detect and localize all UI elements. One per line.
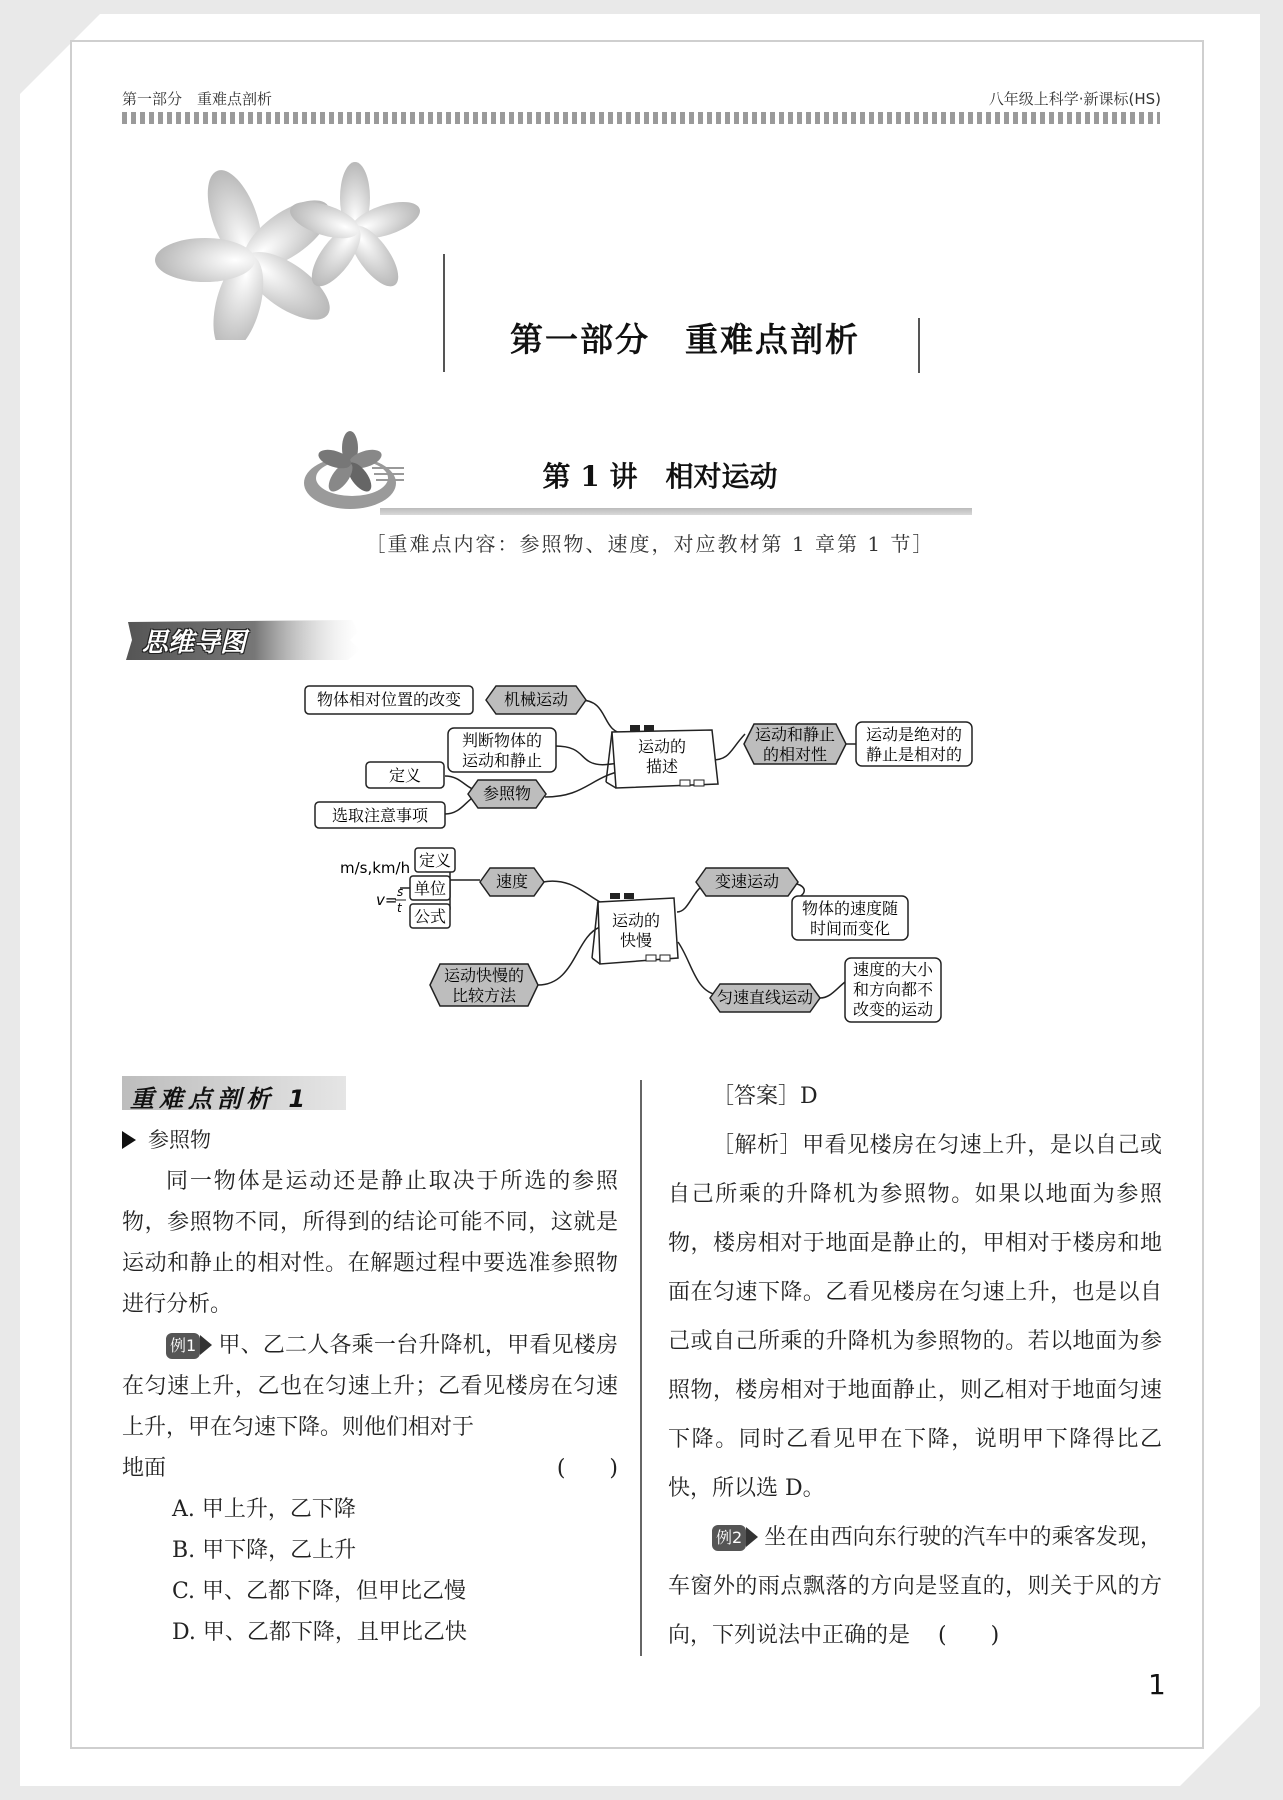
answer-line (668, 1072, 1162, 1121)
mm-text-s11b: 和方向都不 (852, 980, 934, 999)
answer-value: D (800, 1084, 818, 1109)
mm-text-s2: 定义 (418, 851, 452, 870)
intro-paragraph: 同一物体是运动还是静止取决于所选的参照物，参照物不同，所得到的结论可能不同，这就是运动和静止的相对性。在解题过程中要选准参照物进行分析。 (122, 1169, 618, 1317)
mm-text-s10: 匀速直线运动 (716, 988, 814, 1007)
mm-text-m9b: 静止是相对的 (865, 745, 963, 764)
header-stripe (122, 112, 1160, 124)
mm-text-m7b: 描述 (645, 757, 679, 776)
left-column (122, 1120, 618, 1653)
example1-badge: 例1 (166, 1333, 200, 1359)
right-column (668, 1072, 1162, 1660)
mm-text-s8b: 时间而变化 (809, 919, 891, 938)
example1-stem (122, 1325, 618, 1448)
mm-text-m3a: 判断物体的 (461, 731, 543, 750)
example1-tail (122, 1448, 618, 1489)
section-heading (122, 1076, 346, 1113)
analysis-label: ［解析］ (712, 1133, 803, 1158)
triangle-bullet-icon (122, 1131, 136, 1149)
mm-text-s5: 速度 (495, 872, 529, 891)
mm-formula-v: v= (376, 891, 398, 909)
mm-text-m2: 机械运动 (503, 690, 569, 709)
mm-text-s3: 单位 (413, 879, 447, 898)
subsection-title (122, 1120, 618, 1161)
mm-text-s7: 变速运动 (714, 872, 780, 891)
example2-answer-paren: ( ) (938, 1623, 1000, 1648)
mm-text-s6a: 运动的 (611, 911, 661, 930)
example1-option-a: A. 甲上升，乙下降 (172, 1497, 356, 1522)
mm-text-s4: 公式 (413, 907, 447, 926)
example1-option-b: B. 甲下降，乙上升 (172, 1538, 357, 1563)
mm-text-s11c: 改变的运动 (852, 1000, 934, 1019)
mm-text-s9b: 比较方法 (451, 986, 517, 1005)
mindmap-label (122, 618, 362, 662)
example2-badge: 例2 (712, 1525, 746, 1551)
mm-text-m5: 参照物 (482, 784, 532, 803)
example2-stem (668, 1513, 1162, 1660)
mm-text-m8b: 的相对性 (762, 745, 828, 764)
mm-text-s6b: 快慢 (619, 931, 653, 950)
badge-arrow-icon (746, 1527, 758, 1547)
mm-text-s11a: 速度的大小 (852, 960, 934, 979)
mm-text-m8a: 运动和静止 (754, 725, 836, 744)
mm-text-s1: m/s,km/h (340, 859, 411, 877)
badge-arrow-icon (200, 1335, 212, 1355)
lesson-title: 第 1 讲 相对运动 (542, 460, 778, 493)
key-content: ［重难点内容：参照物、速度，对应教材第 1 章第 1 节］ (365, 532, 935, 556)
mindmap-diagram (300, 672, 980, 1032)
mm-text-m4: 定义 (388, 766, 422, 785)
example1-text: 甲、乙二人各乘一台升降机，甲看见楼房在匀速上升，乙也在匀速上升；乙看见楼房在匀速上升，甲在匀速下降。则他们相对于 (122, 1333, 618, 1440)
analysis-text: 甲看见楼房在匀速上升，是以自己或自己所乘的升降机为参照物。如果以地面为参照物，楼房相对于地面是静止的，甲相对于楼房和地面在匀速下降。乙看见楼房在匀速上升，也是以自己或自己所乘的升降机为参照物的。若以地面为参照物，楼房相对于地面静止，则乙相对于地面匀速下降。同时乙看见甲在下降，说明甲下降得比乙快，所以选 D。 (668, 1133, 1162, 1501)
mm-text-s8a: 物体的速度随 (801, 899, 899, 918)
mm-formula-s: s (397, 885, 404, 899)
subsection-title-text: 参照物 (148, 1128, 211, 1152)
example2-text: 坐在由西向东行驶的汽车中的乘客发现，车窗外的雨点飘落的方向是竖直的，则关于风的方向，下列说法中正确的是 (668, 1525, 1162, 1648)
analysis-paragraph (668, 1121, 1162, 1513)
lesson-underline (380, 508, 972, 515)
example1-tail-text: 地面 (122, 1456, 167, 1481)
example1-answer-paren: ( ) (556, 1456, 618, 1481)
answer-label: ［答案］ (712, 1084, 801, 1109)
lesson-emblem-icon (300, 428, 410, 518)
running-header-right: 八年级上科学·新课标(HS) (988, 90, 1161, 108)
part-title: 第一部分 重难点剖析 (510, 320, 860, 359)
section-heading-text: 重难点剖析 1 (130, 1085, 311, 1113)
mm-text-m6: 选取注意事项 (331, 806, 429, 825)
mm-text-s9a: 运动快慢的 (443, 966, 525, 985)
example1-option-d: D. 甲、乙都下降，且甲比乙快 (172, 1620, 467, 1645)
mm-text-m1: 物体相对位置的改变 (316, 690, 462, 709)
example1-option-c: C. 甲、乙都下降，但甲比乙慢 (172, 1579, 467, 1604)
running-header-left: 第一部分 重难点剖析 (122, 90, 273, 108)
mm-text-m3b: 运动和静止 (461, 751, 543, 770)
column-divider (640, 1080, 642, 1656)
page-number: 1 (1148, 1668, 1166, 1701)
mindmap-label-text: 思维导图 (142, 628, 247, 658)
mm-formula-t: t (397, 901, 402, 915)
flower-decoration-icon (130, 160, 450, 340)
mm-text-m7a: 运动的 (637, 737, 687, 756)
mm-text-m9a: 运动是绝对的 (865, 725, 963, 744)
